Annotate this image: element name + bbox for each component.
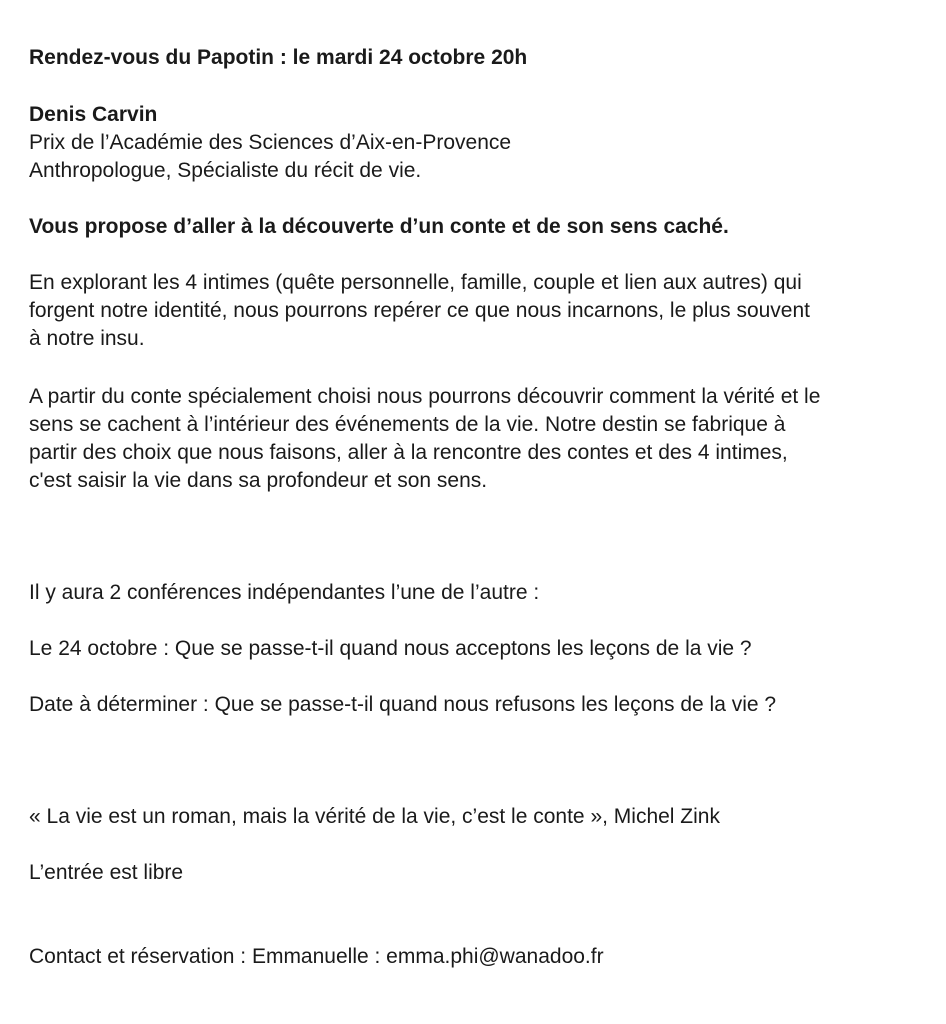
speaker-award: Prix de l’Académie des Sciences d’Aix-en-Provence xyxy=(29,131,512,154)
paragraph-line: forgent notre identité, nous pourrons repérer ce que nous incarnons, le plus souvent xyxy=(29,299,810,322)
paragraph-line: partir des choix que nous faisons, aller à la rencontre des contes et des 4 intimes, xyxy=(29,441,788,464)
paragraph-conte xyxy=(29,383,929,495)
speaker-name: Denis Carvin xyxy=(29,103,158,126)
paragraph-line: sens se cachent à l’intérieur des événements de la vie. Notre destin se fabrique à xyxy=(29,413,786,436)
paragraph-line: c'est saisir la vie dans sa profondeur et son sens. xyxy=(29,469,488,492)
speaker-block xyxy=(29,101,929,185)
contact-info: Contact et réservation : Emmanuelle : emma.phi@wanadoo.fr xyxy=(29,945,604,968)
conference-second: Date à déterminer : Que se passe-t-il quand nous refusons les leçons de la vie ? xyxy=(29,693,777,716)
tagline: Vous propose d’aller à la découverte d’un conte et de son sens caché. xyxy=(29,215,729,238)
speaker-role: Anthropologue, Spécialiste du récit de vie. xyxy=(29,159,422,182)
conference-first: Le 24 octobre : Que se passe-t-il quand nous acceptons les leçons de la vie ? xyxy=(29,637,752,660)
paragraph-line: A partir du conte spécialement choisi nous pourrons découvrir comment la vérité et le xyxy=(29,385,821,408)
entry-info: L’entrée est libre xyxy=(29,861,184,884)
quote: « La vie est un roman, mais la vérité de la vie, c’est le conte », Michel Zink xyxy=(29,805,720,828)
paragraph-intimes xyxy=(29,269,929,353)
paragraph-line: En explorant les 4 intimes (quête personnelle, famille, couple et lien aux autres) qui xyxy=(29,271,802,294)
conferences-intro: Il y aura 2 conférences indépendantes l’une de l’autre : xyxy=(29,581,540,604)
paragraph-line: à notre insu. xyxy=(29,327,145,350)
event-heading: Rendez-vous du Papotin : le mardi 24 octobre 20h xyxy=(29,46,528,69)
